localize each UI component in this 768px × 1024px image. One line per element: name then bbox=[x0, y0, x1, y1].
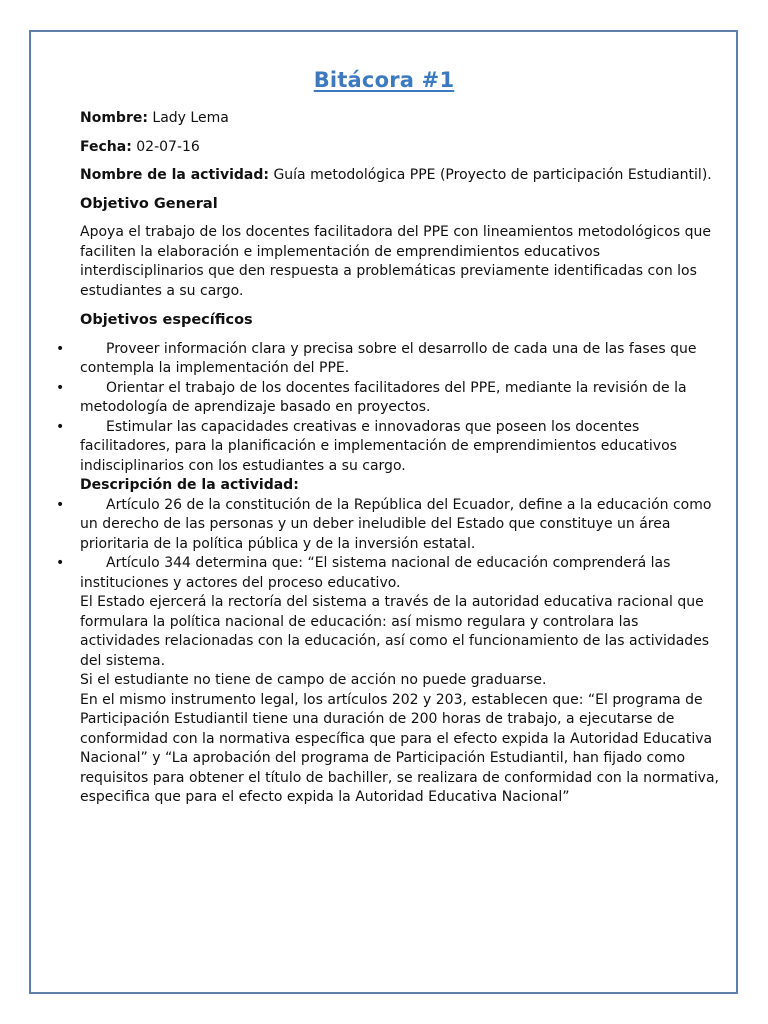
bullet-icon: • bbox=[56, 418, 65, 435]
descripcion-paragraph: En el mismo instrumento legal, los artículos 202 y 203, establecen que: “El programa de Participación Estudiantil tiene una duración de 200 horas de trabajo, a ejecutarse de conformidad con la normativa específica que para el efecto expida la Autoridad Educativa Nacional” y “La aprobación del programa de Participación Estudiantil, han fijado como requisitos para obtener el título de bachiller, se realizara de conformidad con la normativa, especifica que para el efecto expida la Autoridad Educativa Nacional” bbox=[80, 691, 719, 805]
document-body bbox=[56, 109, 720, 808]
objetivo-general-text: Apoya el trabajo de los docentes facilitadora del PPE con lineamientos metodológicos que faciliten la elaboración e implementación de emprendimientos educativos interdisciplinarios que den respuesta a problemáticas previamente identificadas con los estudiantes a su cargo. bbox=[80, 224, 711, 299]
list-item-text: Artículo 26 de la constitución de la República del Ecuador, define a la educación como un derecho de las personas y un deber ineludible del Estado que constituye un área prioritaria de la política pública y de la inversión estatal. bbox=[80, 496, 712, 552]
bullet-icon: • bbox=[56, 379, 65, 396]
descripcion-paragraph: Si el estudiante no tiene de campo de acción no puede graduarse. bbox=[80, 672, 547, 688]
actividad-value: Guía metodológica PPE (Proyecto de participación Estudiantil). bbox=[273, 167, 712, 183]
objetivos-especificos-list bbox=[56, 340, 720, 477]
fecha-value: 02-07-16 bbox=[136, 138, 200, 155]
list-item-text: Estimular las capacidades creativas e innovadoras que poseen los docentes facilitadores, para la planificación e implementación de emprendimientos educativos indisciplinarios con los estudiantes a su cargo. bbox=[80, 418, 677, 474]
descripcion-paragraph: El Estado ejercerá la rectoría del sistema a través de la autoridad educativa racional que formulara la política nacional de educación: así mismo regulara y controlara las actividades relacionadas con la educación, así como el funcionamiento de las actividades del sistema. bbox=[80, 594, 710, 669]
descripcion-list bbox=[56, 496, 720, 594]
list-item bbox=[56, 496, 720, 555]
nombre-label: Nombre: bbox=[80, 110, 148, 126]
document-title: Bitácora #1 bbox=[313, 68, 455, 92]
objetivos-especificos-heading: Objetivos específicos bbox=[80, 312, 253, 328]
objetivo-general-heading: Objetivo General bbox=[80, 195, 218, 212]
actividad-field bbox=[80, 166, 720, 186]
list-item-text: Artículo 344 determina que: “El sistema nacional de educación comprenderá las instituciones y actores del proceso educativo. bbox=[80, 555, 671, 591]
list-item-text: Proveer información clara y precisa sobre el desarrollo de cada una de las fases que contempla la implementación del PPE. bbox=[80, 340, 697, 376]
list-item bbox=[56, 340, 720, 379]
list-item bbox=[56, 379, 720, 418]
fecha-field bbox=[80, 138, 720, 158]
actividad-label: Nombre de la actividad: bbox=[80, 167, 269, 183]
bullet-icon: • bbox=[56, 555, 65, 571]
list-item-text: Orientar el trabajo de los docentes facilitadores del PPE, mediante la revisión de la metodología de aprendizaje basado en proyectos. bbox=[80, 379, 687, 415]
descripcion-heading: Descripción de la actividad: bbox=[80, 477, 299, 493]
fecha-label: Fecha: bbox=[80, 138, 132, 155]
nombre-value: Lady Lema bbox=[152, 110, 229, 126]
nombre-field bbox=[80, 109, 720, 129]
bullet-icon: • bbox=[56, 496, 65, 513]
list-item bbox=[56, 418, 720, 477]
bullet-icon: • bbox=[56, 340, 65, 357]
list-item bbox=[56, 554, 720, 593]
